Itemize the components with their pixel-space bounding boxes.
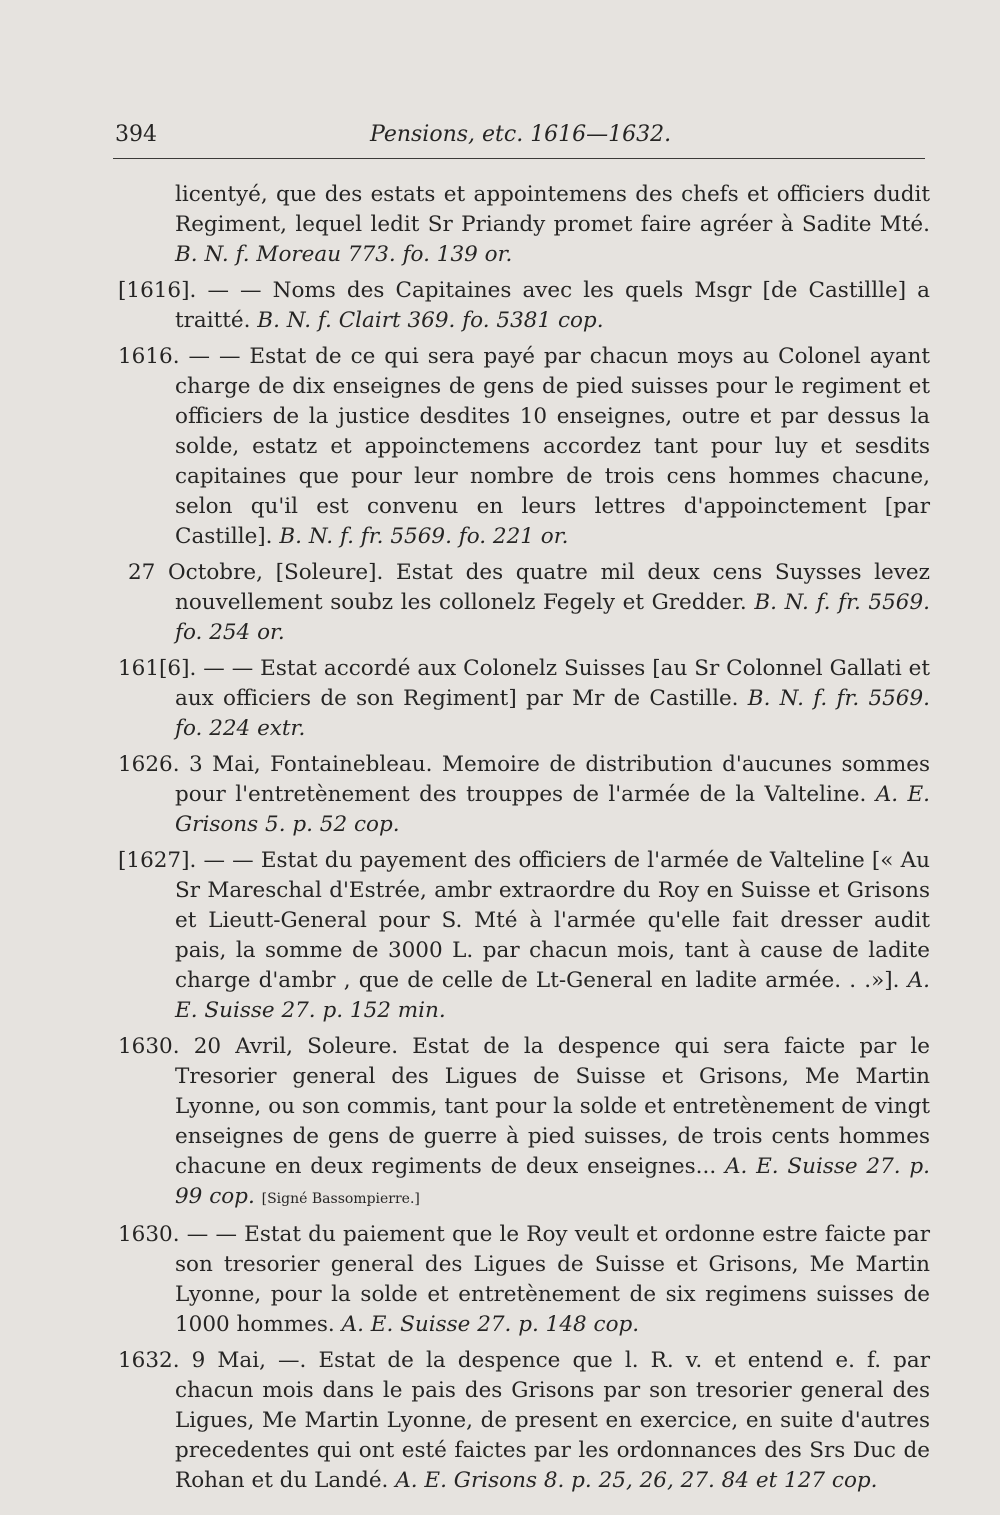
entry-date: 161[6]. [118,656,197,681]
entry-reference: A. E. Grisons 5. p. 52 cop. [175,782,930,837]
entry-text: licentyé, que des estats et appointemens des chefs et officiers dudit Regiment, lequel ledit Sr Priandy promet faire agréer à Sadite Mté. [175,182,930,237]
entry-date: 1630. [118,1034,180,1059]
entry-text: 20 Avril, Soleure. Estat de la despence qui sera faicte par le Tresorier general des Ligues de Suisse et Grisons, Me Martin Lyonne, ou son commis, tant pour la solde et entretènement de vingt enseignes de gens de guerre à pied suisses, de trois cents hommes chacune en deux regiments de deux enseignes... [175,1034,930,1179]
list-item [118,750,930,840]
list-item [118,342,930,552]
entry-reference: B. N. f. Moreau 773. fo. 139 or. [175,242,513,267]
entry-text: [Soleure]. Estat des quatre mil deux cens Suysses levez nouvellement soubz les collonelz Fegely et Gredder. [175,560,930,615]
list-item [118,558,930,648]
entry-date: [1616]. [118,278,197,303]
page-header [115,122,925,162]
entry-text: — — Estat du paiement que le Roy veult et ordonne estre faicte par son tresorier general des Ligues de Suisse et Grisons, Me Martin Lyonne, pour la solde et entretènement de six regimens suisses de 1000 hommes. [175,1222,930,1337]
entry-reference: A. E. Suisse 27. p. 99 cop. [175,1154,930,1209]
entry-date: 27 Octobre, [128,560,263,585]
header-rule [113,158,925,159]
list-item [118,1220,930,1340]
entry-reference: A. E. Grisons 8. p. 25, 26, 27. 84 et 127 cop. [395,1468,878,1493]
entry-reference: A. E. Suisse 27. p. 152 min. [175,968,930,1023]
list-item [118,1346,930,1496]
entry-date: 1632. [118,1348,180,1373]
entry-date: 1630. [118,1222,180,1247]
entry-reference: B. N. f. fr. 5569. fo. 224 extr. [175,686,930,741]
entry-text: — — Estat accordé aux Colonelz Suisses [au Sr Colonnel Gallati et aux officiers de son Regiment] par Mr de Castille. [175,656,930,711]
entry-text: — — Noms des Capitaines avec les quels Msgr [de Castillle] a traitté. [175,278,930,333]
entry-text: 3 Mai, Fontainebleau. Memoire de distribution d'aucunes sommes pour l'entretènement des trouppes de l'armée de la Valteline. [175,752,930,807]
entry-date: 1626. [118,752,180,777]
entry-list [118,180,930,1496]
list-item [118,654,930,744]
list-item [118,846,930,1026]
entry-reference: B. N. f. fr. 5569. fo. 221 or. [279,524,569,549]
entry-reference: B. N. f. fr. 5569. fo. 254 or. [175,590,930,645]
list-item [118,276,930,336]
entry-reference: A. E. Suisse 27. p. 148 cop. [341,1312,640,1337]
entry-text: 9 Mai, —. Estat de la despence que l. R. v. et entend e. f. par chacun mois dans le pais des Grisons par son tresorier general des Ligues, Me Martin Lyonne, de present en exercice, en suite d'autres precedentes qui ont esté faictes par les ordonnances des Srs Duc de Rohan et du Landé. [175,1348,930,1493]
page-number: 394 [115,122,157,147]
entry-date: 1616. [118,344,180,369]
entry-note: [Signé Bassompierre.] [261,1191,420,1207]
entry-reference: B. N. f. Clairt 369. fo. 5381 cop. [257,308,604,333]
entry-text: — — Estat de ce qui sera payé par chacun moys au Colonel ayant charge de dix enseignes de gens de pied suisses pour le regiment et officiers de la justice desdites 10 enseignes, outre et par dessus la solde, estatz et appoinctemens accordez tant pour luy et sesdits capitaines que pour leur nombre de trois cens hommes chacune, selon qu'il est convenu en leurs lettres d'appoinctement [par Castille]. [175,344,930,549]
entry-text: — — Estat du payement des officiers de l'armée de Valteline [« Au Sr Mareschal d'Estrée, ambr extraordre du Roy en Suisse et Grisons et Lieutt-General pour S. Mté à l'armée qu'elle fait dresser audit pais, la somme de 3000 L. par chacun mois, tant à cause de ladite charge d'ambr , que de celle de Lt-General en ladite armée. . .»]. [175,848,930,993]
entry-date: [1627]. [118,848,197,873]
list-item [118,1032,930,1214]
running-title: Pensions, etc. 1616—1632. [370,122,672,147]
list-item [118,180,930,270]
